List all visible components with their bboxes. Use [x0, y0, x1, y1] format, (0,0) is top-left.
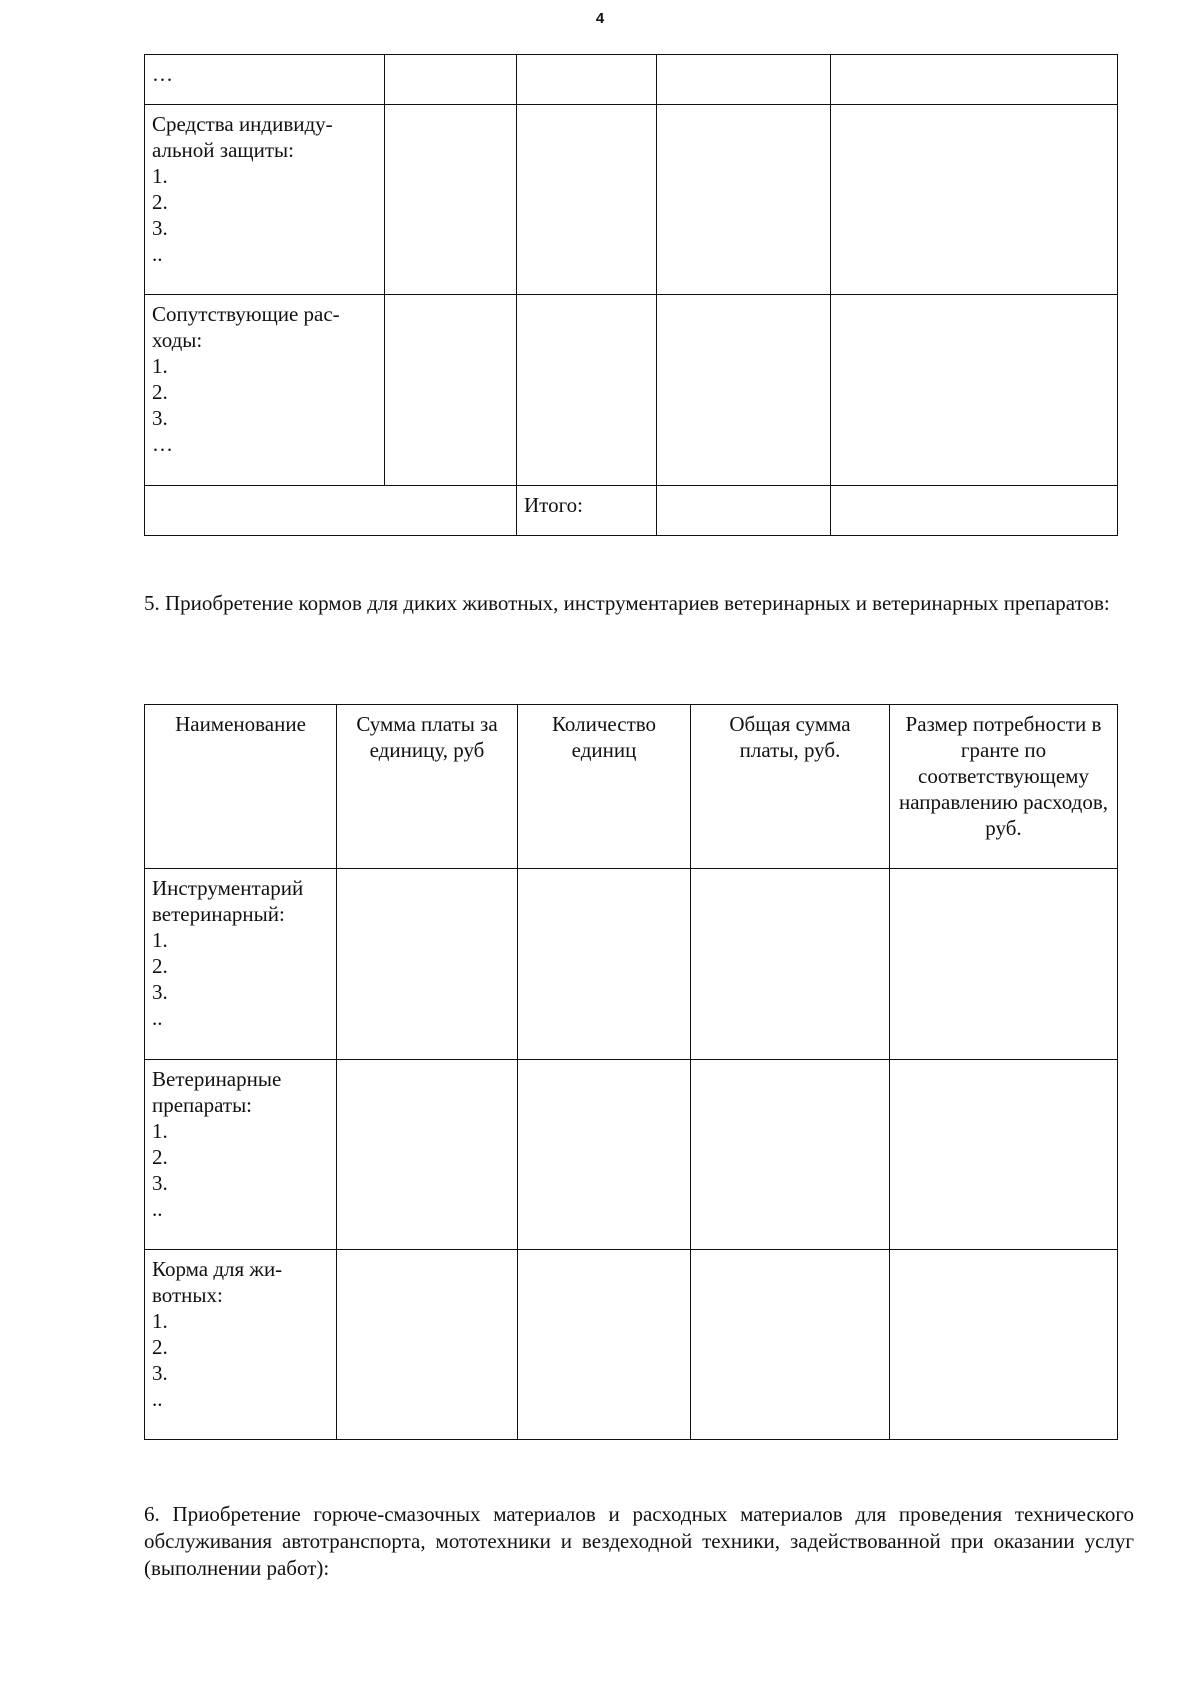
row-name: Корма для жи- вотных: 1. 2. 3. .. — [152, 1257, 283, 1411]
feed-and-veterinary-table — [144, 704, 1118, 1440]
empty-cell — [657, 486, 831, 536]
empty-cell — [517, 295, 657, 486]
row-name-cell — [145, 55, 385, 105]
empty-cell — [518, 869, 691, 1060]
col-header-name: Наименование — [145, 705, 337, 869]
empty-cell — [831, 105, 1118, 295]
row-name: Средства индивиду- альной защиты: 1. 2. 3. .. — [152, 112, 333, 266]
empty-cell — [691, 1060, 890, 1250]
row-name: Ветеринарные препараты: 1. 2. 3. .. — [152, 1067, 282, 1221]
total-row — [145, 486, 1118, 536]
row-name-cell — [145, 1060, 337, 1250]
empty-cell — [337, 1250, 518, 1440]
empty-cell — [385, 295, 517, 486]
section-5-heading: 5. Приобретение кормов для диких животных, инструментариев ветеринарных и ветеринарных препаратов: — [144, 591, 1110, 615]
empty-cell — [518, 1250, 691, 1440]
col-header-grant-need: Размер потребности в гранте по соответствующему направлению расходов, руб. — [890, 705, 1118, 869]
expenses-table-continued — [144, 54, 1118, 536]
empty-cell — [831, 295, 1118, 486]
table-row — [145, 869, 1118, 1060]
empty-cell — [517, 105, 657, 295]
row-name: … — [152, 62, 173, 86]
empty-cell — [831, 486, 1118, 536]
empty-cell — [657, 295, 831, 486]
empty-cell — [337, 869, 518, 1060]
empty-cell — [691, 869, 890, 1060]
table-row — [145, 1060, 1118, 1250]
empty-cell — [518, 1060, 691, 1250]
section-6-heading: 6. Приобретение горюче-смазочных материалов и расходных материалов для проведения технического обслуживания автотранспорта, мототехники и вездеходной техники, задействованной при оказании услуг (выполнении работ): — [144, 1502, 1134, 1580]
empty-cell — [657, 105, 831, 295]
empty-cell — [145, 486, 517, 536]
row-name: Сопутствующие рас- ходы: 1. 2. 3. … — [152, 302, 340, 456]
table-header-row — [145, 705, 1118, 869]
table-row — [145, 55, 1118, 105]
empty-cell — [385, 55, 517, 105]
col-header-quantity: Количество единиц — [518, 705, 691, 869]
empty-cell — [831, 55, 1118, 105]
empty-cell — [890, 1250, 1118, 1440]
empty-cell — [657, 55, 831, 105]
row-name-cell — [145, 105, 385, 295]
row-name-cell — [145, 1250, 337, 1440]
row-name-cell — [145, 295, 385, 486]
row-name-cell — [145, 869, 337, 1060]
table-row — [145, 1250, 1118, 1440]
row-name: Инструментарий ветеринарный: 1. 2. 3. .. — [152, 876, 304, 1030]
empty-cell — [691, 1250, 890, 1440]
empty-cell — [890, 1060, 1118, 1250]
total-label: Итого: — [517, 486, 657, 536]
empty-cell — [517, 55, 657, 105]
table-row — [145, 105, 1118, 295]
col-header-unit-price: Сумма платы за единицу, руб — [337, 705, 518, 869]
empty-cell — [337, 1060, 518, 1250]
empty-cell — [890, 869, 1118, 1060]
empty-cell — [385, 105, 517, 295]
table-row — [145, 295, 1118, 486]
col-header-total: Общая сумма платы, руб. — [691, 705, 890, 869]
page-number: 4 — [595, 10, 605, 27]
